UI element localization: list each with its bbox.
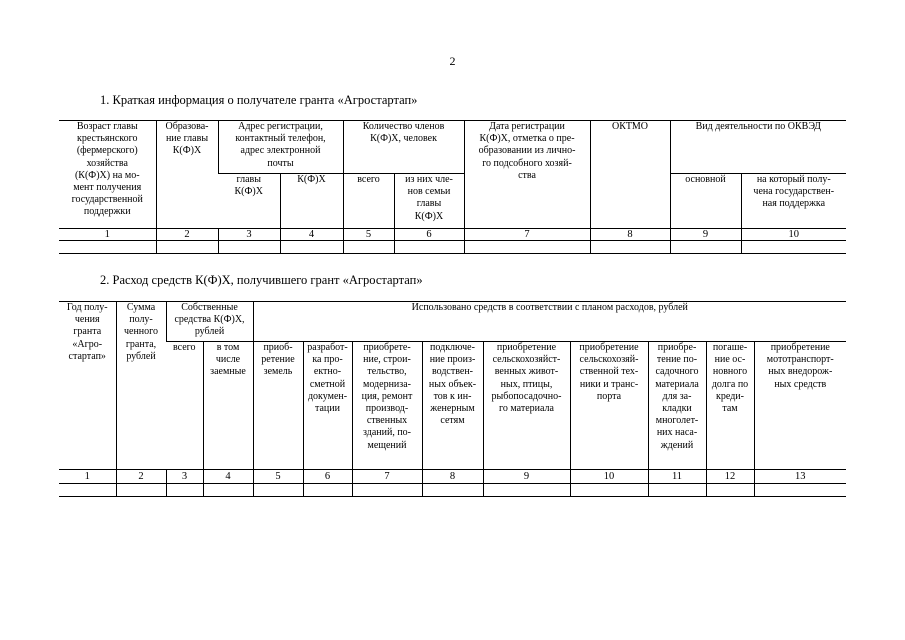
col-age-header: Возраст главы крестьянского (фермерского) хозяйства (К(Ф)Х) на мо- мент получения государственной поддержки xyxy=(59,121,156,229)
col-own-loans-header: в том числе заемные xyxy=(203,342,253,470)
col-members-header: Количество членов К(Ф)Х, человек xyxy=(343,121,464,174)
col-number: 8 xyxy=(422,470,483,484)
col-loan-repay-header: погаше- ние ос- новного долга по креди- там xyxy=(706,342,754,470)
empty-cell[interactable] xyxy=(590,241,670,254)
col-activity-header: Вид деятельности по ОКВЭД xyxy=(670,121,846,174)
col-utilities-header: подключе- ние произ- водствен- ных объек- тов к ин- женерным сетям xyxy=(422,342,483,470)
col-number: 3 xyxy=(166,470,203,484)
col-animals-header: приобретение сельскохозяйст- венных живот- ных, птицы, рыбопосадочно- го материала xyxy=(483,342,570,470)
col-number: 10 xyxy=(741,229,846,241)
empty-cell[interactable] xyxy=(464,241,590,254)
empty-cell[interactable] xyxy=(343,241,394,254)
col-number: 10 xyxy=(570,470,648,484)
col-number: 2 xyxy=(156,229,218,241)
col-land-header: приоб- ретение земель xyxy=(253,342,303,470)
col-construction-header: приобрете- ние, строи- тельство, модерниза- ция, ремонт производ- ственных зданий, по- мещений xyxy=(352,342,422,470)
page-number: 2 xyxy=(449,54,456,68)
col-number: 11 xyxy=(648,470,706,484)
grant-spending-table xyxy=(59,301,846,497)
col-address-header: Адрес регистрации, контактный телефон, адрес электронной почты xyxy=(218,121,343,174)
col-number: 9 xyxy=(483,470,570,484)
empty-cell[interactable] xyxy=(166,484,203,497)
empty-cell[interactable] xyxy=(203,484,253,497)
col-activity-main-header: основной xyxy=(670,174,741,229)
col-number: 9 xyxy=(670,229,741,241)
col-offroad-header: приобретение мототранспорт- ных внедорож- ных средств xyxy=(754,342,846,470)
recipient-info-table xyxy=(59,120,846,254)
empty-cell[interactable] xyxy=(754,484,846,497)
empty-cell[interactable] xyxy=(352,484,422,497)
empty-cell[interactable] xyxy=(670,241,741,254)
empty-cell[interactable] xyxy=(648,484,706,497)
col-number: 8 xyxy=(590,229,670,241)
col-number: 12 xyxy=(706,470,754,484)
col-education-header: Образова- ние главы К(Ф)Х xyxy=(156,121,218,229)
section-1-heading: 1. Краткая информация о получателе гранта «Агростартап» xyxy=(100,93,418,107)
col-address-kfh-header: К(Ф)Х xyxy=(280,174,343,229)
empty-cell[interactable] xyxy=(741,241,846,254)
col-number: 6 xyxy=(303,470,352,484)
empty-cell[interactable] xyxy=(570,484,648,497)
col-members-total-header: всего xyxy=(343,174,394,229)
table-row xyxy=(59,241,846,254)
col-oktmo-header: ОКТМО xyxy=(590,121,670,229)
empty-cell[interactable] xyxy=(280,241,343,254)
col-address-head-header: главы К(Ф)Х xyxy=(218,174,280,229)
col-number: 5 xyxy=(343,229,394,241)
col-used-header: Использовано средств в соответствии с планом расходов, рублей xyxy=(253,302,846,342)
col-own-header: Собственные средства К(Ф)Х, рублей xyxy=(166,302,253,342)
empty-cell[interactable] xyxy=(116,484,166,497)
empty-cell[interactable] xyxy=(394,241,464,254)
col-regdate-header: Дата регистрации К(Ф)Х, отметка о пре- образовании из лично- го подсобного хозяй- ства xyxy=(464,121,590,229)
empty-cell[interactable] xyxy=(253,484,303,497)
empty-cell[interactable] xyxy=(218,241,280,254)
col-activity-support-header: на который полу- чена государствен- ная поддержка xyxy=(741,174,846,229)
empty-cell[interactable] xyxy=(156,241,218,254)
col-number: 5 xyxy=(253,470,303,484)
col-year-header: Год полу- чения гранта «Агро- стартап» xyxy=(59,302,116,470)
col-sum-header: Сумма полу- ченного гранта, рублей xyxy=(116,302,166,470)
empty-cell[interactable] xyxy=(59,241,156,254)
col-seedlings-header: приобре- тение по- садочного материала для за- кладки многолет- них наса- ждений xyxy=(648,342,706,470)
col-number: 2 xyxy=(116,470,166,484)
empty-cell[interactable] xyxy=(303,484,352,497)
col-number: 3 xyxy=(218,229,280,241)
empty-cell[interactable] xyxy=(422,484,483,497)
col-number: 7 xyxy=(464,229,590,241)
col-design-header: разработ- ка про- ектно- сметной докумен- тации xyxy=(303,342,352,470)
col-number: 6 xyxy=(394,229,464,241)
empty-cell[interactable] xyxy=(706,484,754,497)
col-number: 13 xyxy=(754,470,846,484)
col-own-total-header: всего xyxy=(166,342,203,470)
empty-cell[interactable] xyxy=(59,484,116,497)
col-number: 1 xyxy=(59,470,116,484)
section-2-heading: 2. Расход средств К(Ф)Х, получившего грант «Агростартап» xyxy=(100,273,423,287)
col-number: 1 xyxy=(59,229,156,241)
col-machinery-header: приобретение сельскохозяй- ственной тех- ники и транс- порта xyxy=(570,342,648,470)
col-number: 7 xyxy=(352,470,422,484)
empty-cell[interactable] xyxy=(483,484,570,497)
col-number: 4 xyxy=(203,470,253,484)
col-members-family-header: из них чле- нов семьи главы К(Ф)Х xyxy=(394,174,464,229)
table-row xyxy=(59,484,846,497)
col-number: 4 xyxy=(280,229,343,241)
